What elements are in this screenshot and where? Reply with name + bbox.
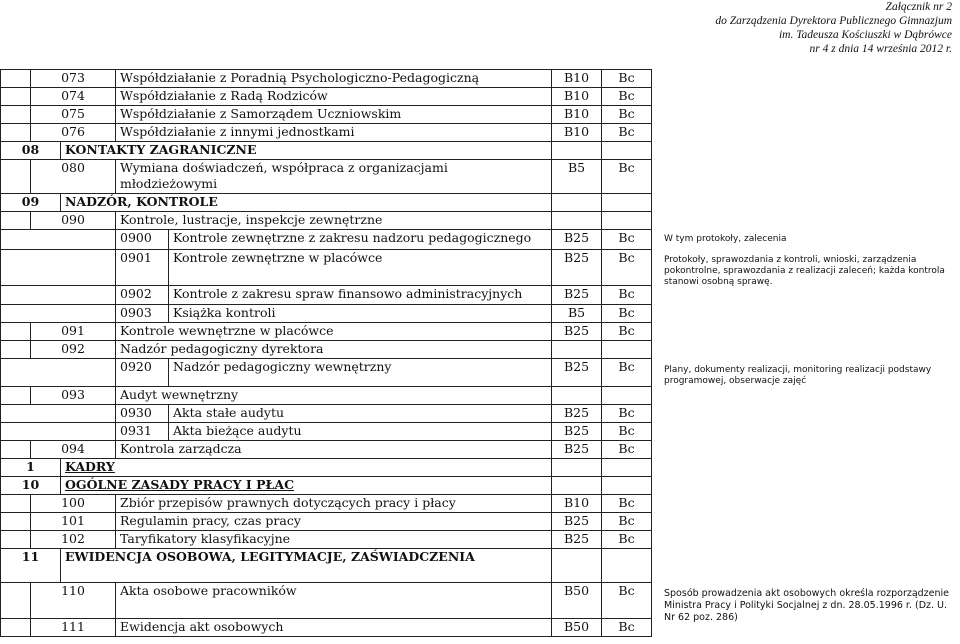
empty-cell [1,124,31,142]
empty-cell [61,230,116,250]
table-row [1,583,652,619]
table-row [1,459,652,477]
subitem-code-cell: 0901 [116,250,169,286]
table-row [1,286,652,305]
description-cell: Regulamin pracy, czas pracy [116,513,552,531]
category-cell: B25 [552,323,602,341]
category-cell [552,194,602,212]
empty-cell [1,359,61,387]
description-cell: Współdziałanie z Samorządem Uczniowskim [116,106,552,124]
description-cell: Wymiana doświadczeń, współpraca z organizacjami młodzieżowymi [116,160,552,194]
category-cell: B25 [552,531,602,549]
category-code-cell: Bc [602,359,652,387]
category-code-cell: Bc [602,405,652,423]
category-cell: B25 [552,513,602,531]
item-code-cell: 100 [31,495,116,513]
item-code-cell: 092 [31,341,116,359]
table-row [1,212,652,230]
category-code-cell: Bc [602,160,652,194]
category-code-cell: Bc [602,495,652,513]
category-code-cell: Bc [602,323,652,341]
empty-cell [1,88,31,106]
category-code-cell: Bc [602,531,652,549]
ordinance-date-line: nr 4 z dnia 14 września 2012 r. [809,43,952,55]
description-cell: Współdziałanie z Poradnią Psychologiczno-Pedagogiczną [116,70,552,88]
description-cell: Współdziałanie z Radą Rodziców [116,88,552,106]
category-cell: B5 [552,160,602,194]
category-cell: B10 [552,124,602,142]
category-cell [552,212,602,230]
category-cell [552,549,602,583]
group-code-cell: 1 [1,459,61,477]
category-cell: B50 [552,619,602,637]
description-cell: Nadzór pedagogiczny wewnętrzny [169,359,552,387]
empty-cell [1,341,31,359]
ordinance-line: do Zarządzenia Dyrektora Publicznego Gimnazjum [715,15,952,27]
description-cell: Książka kontroli [169,305,552,323]
description-cell: Kontrola zarządcza [116,441,552,459]
table-row [1,513,652,531]
description-cell: Akta osobowe pracowników [116,583,552,619]
category-code-cell [602,549,652,583]
empty-cell [1,286,61,305]
category-code-cell: Bc [602,124,652,142]
empty-cell [1,160,31,194]
category-cell: B25 [552,250,602,286]
description-cell: Zbiór przepisów prawnych dotyczących pracy i płacy [116,495,552,513]
table-row [1,359,652,387]
empty-cell [1,323,31,341]
category-code-cell [602,459,652,477]
subitem-code-cell: 0920 [116,359,169,387]
category-code-cell: Bc [602,286,652,305]
file-register-table [0,69,652,637]
table-row [1,441,652,459]
item-code-cell: 102 [31,531,116,549]
table-row [1,250,652,286]
table-row [1,531,652,549]
note-0900: W tym protokoły, zalecenia [664,234,787,244]
category-cell: B25 [552,230,602,250]
item-code-cell: 091 [31,323,116,341]
table-row [1,70,652,88]
category-code-cell: Bc [602,305,652,323]
category-code-cell [602,341,652,359]
category-code-cell: Bc [602,88,652,106]
empty-cell [1,250,61,286]
category-cell: B10 [552,495,602,513]
table-row [1,194,652,212]
table-row [1,341,652,359]
group-code-cell: 10 [1,477,61,495]
description-cell: Współdziałanie z innymi jednostkami [116,124,552,142]
table-row [1,323,652,341]
category-cell [552,387,602,405]
category-cell: B25 [552,441,602,459]
description-cell: Taryfikatory klasyfikacyjne [116,531,552,549]
table-row [1,495,652,513]
appendix-number: Załącznik nr 2 [885,1,952,13]
category-code-cell [602,142,652,160]
category-cell: B50 [552,583,602,619]
item-code-cell: 093 [31,387,116,405]
item-code-cell: 076 [31,124,116,142]
table-row [1,124,652,142]
description-cell: Ewidencja akt osobowych [116,619,552,637]
category-code-cell [602,212,652,230]
group-code-cell: 09 [1,194,61,212]
description-cell: Nadzór pedagogiczny dyrektora [116,341,552,359]
category-cell: B5 [552,305,602,323]
empty-cell [1,441,31,459]
category-cell: B25 [552,286,602,305]
description-cell: Kontrole, lustracje, inspekcje zewnętrzne [116,212,552,230]
empty-cell [1,495,31,513]
description-cell: Akta bieżące audytu [169,423,552,441]
category-code-cell: Bc [602,583,652,619]
empty-cell [1,106,31,124]
empty-cell [61,250,116,286]
empty-cell [1,70,31,88]
empty-cell [1,531,31,549]
empty-cell [61,405,116,423]
category-cell: B25 [552,405,602,423]
category-code-cell: Bc [602,441,652,459]
empty-cell [1,212,31,230]
empty-cell [61,359,116,387]
description-cell: OGÓLNE ZASADY PRACY I PŁAC [61,477,552,495]
empty-cell [1,405,61,423]
appendix-header [552,0,952,56]
category-code-cell [602,387,652,405]
description-cell: EWIDENCJA OSOBOWA, LEGITYMACJE, ZAŚWIADCZENIA [61,549,552,583]
item-code-cell: 101 [31,513,116,531]
description-cell: Akta stałe audytu [169,405,552,423]
empty-cell [1,230,61,250]
description-cell: Kontrole zewnętrzne z zakresu nadzoru pedagogicznego [169,230,552,250]
empty-cell [61,423,116,441]
table-row [1,387,652,405]
school-name-line: im. Tadeusza Kościuszki w Dąbrówce [778,29,952,41]
item-code-cell: 090 [31,212,116,230]
description-cell: KONTAKTY ZAGRANICZNE [61,142,552,160]
empty-cell [1,423,61,441]
description-cell: Kontrole wewnętrzne w placówce [116,323,552,341]
category-cell [552,142,602,160]
description-cell: Kontrole z zakresu spraw finansowo administracyjnych [169,286,552,305]
category-cell: B10 [552,70,602,88]
item-code-cell: 111 [31,619,116,637]
item-code-cell: 094 [31,441,116,459]
empty-cell [1,305,61,323]
item-code-cell: 110 [31,583,116,619]
category-code-cell [602,194,652,212]
empty-cell [61,305,116,323]
table-row [1,619,652,637]
subitem-code-cell: 0930 [116,405,169,423]
table-row [1,88,652,106]
item-code-cell: 080 [31,160,116,194]
category-cell: B25 [552,359,602,387]
category-cell [552,477,602,495]
category-cell [552,459,602,477]
empty-cell [1,387,31,405]
category-code-cell: Bc [602,230,652,250]
group-code-cell: 11 [1,549,61,583]
table-row [1,106,652,124]
description-cell: Kontrole zewnętrzne w placówce [169,250,552,286]
category-code-cell: Bc [602,513,652,531]
table-row [1,549,652,583]
category-code-cell: Bc [602,423,652,441]
empty-cell [1,583,31,619]
subitem-code-cell: 0900 [116,230,169,250]
category-code-cell: Bc [602,619,652,637]
empty-cell [1,619,31,637]
empty-cell [61,286,116,305]
table-row [1,230,652,250]
category-code-cell [602,477,652,495]
category-cell [552,341,602,359]
category-code-cell: Bc [602,250,652,286]
table-row [1,160,652,194]
subitem-code-cell: 0902 [116,286,169,305]
item-code-cell: 075 [31,106,116,124]
item-code-cell: 073 [31,70,116,88]
category-code-cell: Bc [602,70,652,88]
subitem-code-cell: 0931 [116,423,169,441]
note-110: Sposób prowadzenia akt osobowych określa rozporządzenie Ministra Pracy i Polityki Socjalnej z dn. 28.05.1996 r. (Dz. U. Nr 62 poz. 286) [664,588,950,623]
description-cell: KADRY [61,459,552,477]
description-cell: NADZÓR, KONTROLE [61,194,552,212]
table-row [1,423,652,441]
note-0901: Protokoły, sprawozdania z kontroli, wnioski, zarządzenia pokontrolne, sprawozdania z realizacji zaleceń; każda kontrola stanowi osobną sprawę. [664,255,945,287]
category-cell: B25 [552,423,602,441]
table-row [1,305,652,323]
item-code-cell: 074 [31,88,116,106]
description-cell: Audyt wewnętrzny [116,387,552,405]
category-cell: B10 [552,88,602,106]
subitem-code-cell: 0903 [116,305,169,323]
table-row [1,405,652,423]
table-row [1,477,652,495]
group-code-cell: 08 [1,142,61,160]
table-row [1,142,652,160]
note-0920: Plany, dokumenty realizacji, monitoring realizacji podstawy programowej, obserwacje zajęć [664,365,932,386]
category-cell: B10 [552,106,602,124]
empty-cell [1,513,31,531]
category-code-cell: Bc [602,106,652,124]
